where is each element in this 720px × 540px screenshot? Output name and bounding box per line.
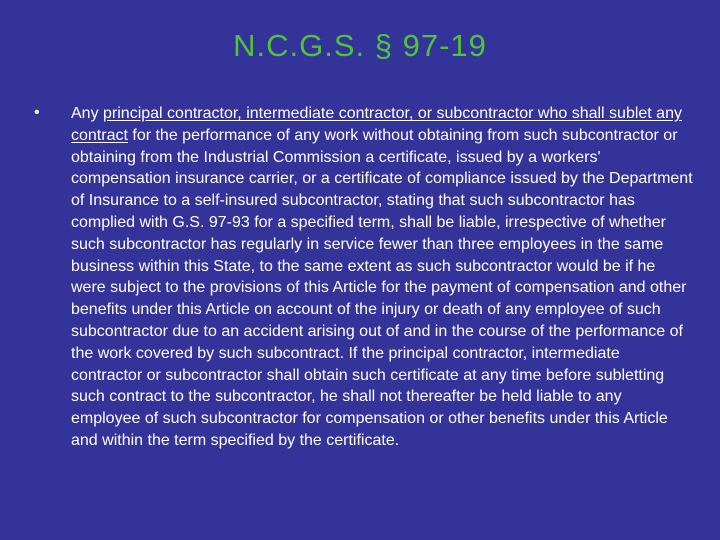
underlined-phrase: principal contractor, intermediate contractor, or subcontractor who shall sublet any contract — [71, 105, 682, 144]
slide-title: N.C.G.S. § 97-19 — [233, 28, 487, 63]
paragraph-prefix: Any — [71, 105, 104, 122]
bullet-icon: • — [34, 104, 40, 121]
paragraph-rest: for the performance of any work without obtaining from such subcontractor or obtaining from the Industrial Commission a certificate, issued by a workers' compensation insurance carrier, or a certificate of compliance issued by the Department of Insurance to a self-insured subcontractor, stating that such subcontractor has complied with G.S. 97-93 for a specified term, shall be liable, irrespective of whether such subcontractor has regularly in service fewer than three employees in the same business within this State, to the same extent as such subcontractor would be if he were subject to the provisions of this Article for the payment of compensation and other benefits under this Article on account of the injury or death of any employee of such subcontractor due to an accident arising out of and in the course of the performance of the work covered by such subcontract. If the principal contractor, intermediate contractor or subcontractor shall obtain such certificate at any time before subletting such contract to the subcontractor, he shall not thereafter be held liable to any employee of such subcontractor for compensation or other benefits under this Article and within the term specified by the certificate. — [71, 126, 693, 449]
statute-paragraph — [71, 103, 693, 452]
